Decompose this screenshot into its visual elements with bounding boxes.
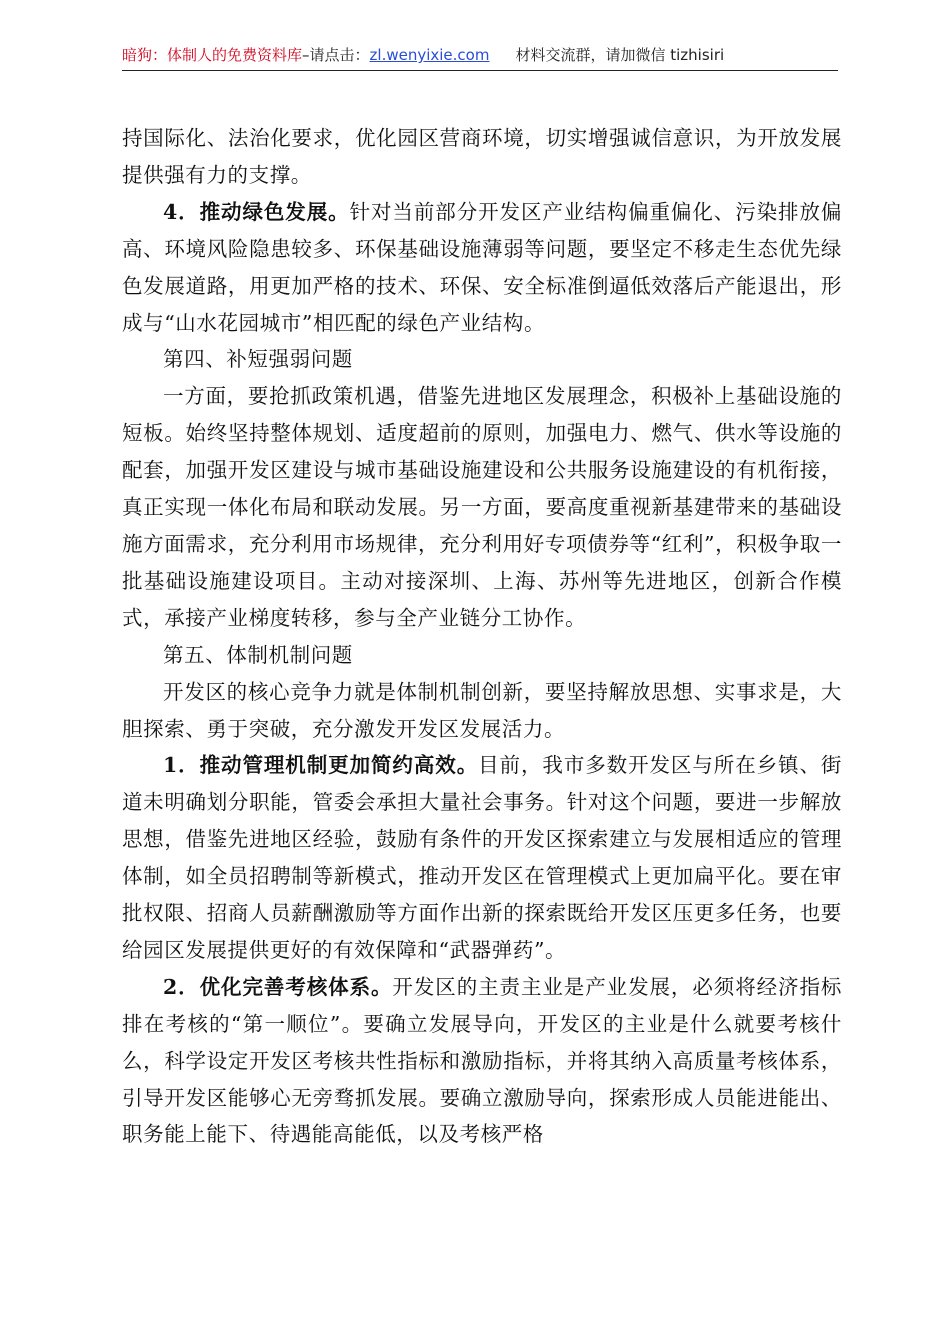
- paragraph-1: 持国际化、法治化要求，优化园区营商环境，切实增强诚信意识，为开放发展提供强有力的支撑。: [122, 126, 842, 187]
- page-header: [122, 44, 838, 71]
- paragraph-heading: 4．推动绿色发展。: [163, 199, 350, 224]
- paragraph-2: 4．推动绿色发展。针对当前部分开发区产业结构偏重偏化、污染排放偏高、环境风险隐患较多、环保基础设施薄弱等问题，要坚定不移走生态优先绿色发展道路，用更加严格的技术、环保、安全标准倒逼低效落后产能退出，形成与“山水花园城市”相匹配的绿色产业结构。: [122, 199, 842, 335]
- paragraph-heading: 1．推动管理机制更加简约高效。: [163, 753, 479, 778]
- site-name: 暗狗：体制人的免费资料库: [122, 46, 303, 64]
- paragraph-4: 开发区的核心竞争力就是体制机制创新，要坚持解放思想、实事求是，大胆探索、勇于突破，充分激发开发区发展活力。: [122, 679, 842, 741]
- site-link[interactable]: zl.wenyixie.com: [369, 46, 490, 64]
- document-body: [122, 120, 842, 1153]
- paragraph-5: 1．推动管理机制更加简约高效。目前，我市多数开发区与所在乡镇、街道未明确划分职能，管委会承担大量社会事务。针对这个问题，要进一步解放思想，借鉴先进地区经验，鼓励有条件的开发区探索建立与发展相适应的管理体制，如全员招聘制等新模式，推动开发区在管理模式上更加扁平化。要在审批权限、招商人员薪酬激励等方面作出新的探索既给开发区压更多任务，也要给园区发展提供更好的有效保障和“武器弹药”。: [122, 753, 843, 962]
- paragraph-3: 一方面，要抢抓政策机遇，借鉴先进地区发展理念，积极补上基础设施的短板。始终坚持整体规划、适度超前的原则，加强电力、燃气、供水等设施的配套，加强开发区建设与城市基础设施建设和公共服务设施建设的有机衔接，真正实现一体化布局和联动发展。另一方面，要高度重视新基建带来的基础设施方面需求，充分利用市场规律，充分利用好专项债券等“红利”，积极争取一批基础设施建设项目。主动对接深圳、上海、苏州等先进地区，创新合作模式，承接产业梯度转移，参与全产业链分工协作。: [122, 384, 842, 630]
- click-prompt: –请点击：: [302, 46, 370, 64]
- section-title-5: 第五、体制机制问题: [163, 642, 353, 667]
- section-title-4: 第四、补短强弱问题: [163, 347, 353, 372]
- wechat-note: 材料交流群，请加微信 tizhisiri: [515, 46, 725, 64]
- paragraph-6: 2．优化完善考核体系。开发区的主责主业是产业发展，必须将经济指标排在考核的“第一顺位”。要确立发展导向，开发区的主业是什么就要考核什么，科学设定开发区考核共性指标和激励指标，并将其纳入高质量考核体系，引导开发区能够心无旁骛抓发展。要确立激励导向，探索形成人员能进能出、职务能上能下、待遇能高能低，以及考核严格: [122, 974, 842, 1147]
- paragraph-heading: 2．优化完善考核体系。: [163, 974, 393, 999]
